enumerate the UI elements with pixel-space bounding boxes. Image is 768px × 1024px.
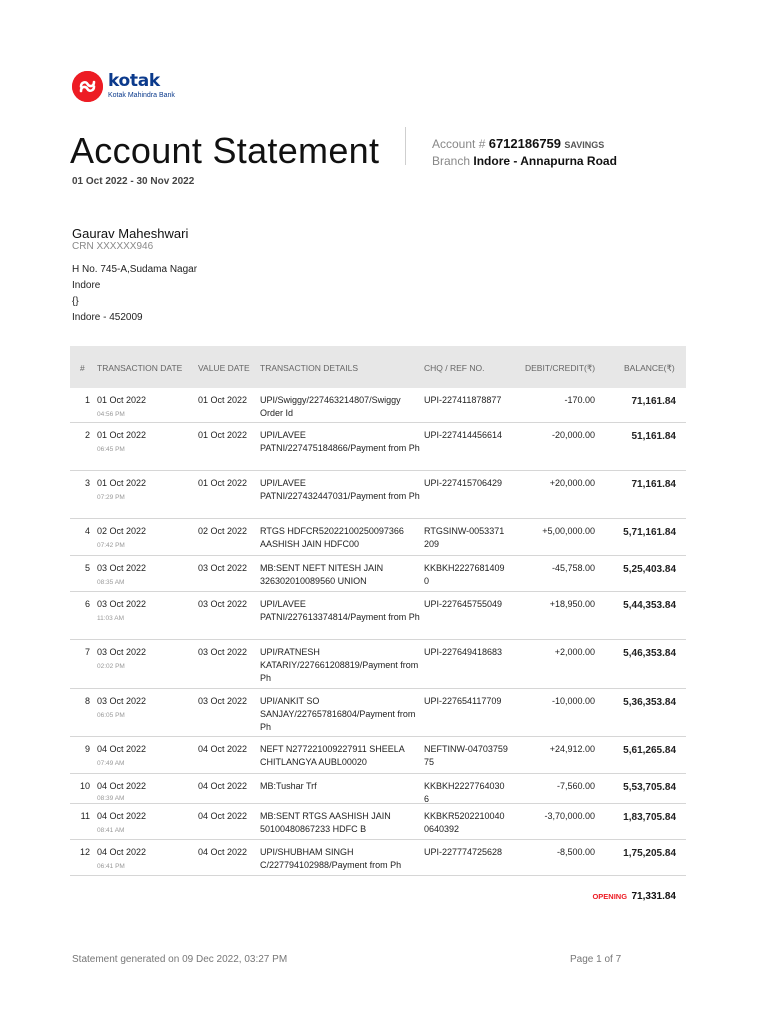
value-date: 03 Oct 2022: [198, 647, 248, 657]
address-line: Indore: [72, 280, 101, 291]
transaction-time: 06:41 PM: [97, 863, 125, 870]
value-date: 01 Oct 2022: [198, 430, 248, 440]
value-date: 04 Oct 2022: [198, 744, 248, 754]
account-number: 6712186759: [488, 136, 562, 151]
ref-number: KKBKR52022100400640392: [424, 811, 505, 834]
table-row: [70, 774, 686, 804]
account-type: SAVINGS: [564, 140, 605, 150]
row-index: 10: [79, 781, 90, 791]
opening-value: 71,331.84: [631, 891, 676, 902]
transaction-time: 07:42 PM: [97, 542, 125, 549]
account-info: [432, 136, 604, 151]
header-divider: [405, 127, 406, 165]
transaction-date: 03 Oct 2022: [97, 647, 147, 657]
value-date: 04 Oct 2022: [198, 847, 248, 857]
table-row: [70, 737, 686, 774]
balance: 71,161.84: [631, 479, 676, 490]
balance: 5,36,353.84: [623, 697, 676, 708]
page-indicator: Page 1 of 7: [570, 954, 622, 965]
debit-credit: -7,560.00: [556, 781, 595, 791]
row-index: 4: [84, 526, 90, 536]
ref-number: KKBKH22277640306: [424, 781, 505, 804]
debit-credit: +18,950.00: [549, 599, 595, 609]
table-row: [70, 388, 686, 423]
debit-credit: -45,758.00: [551, 563, 595, 573]
balance: 5,53,705.84: [623, 782, 676, 793]
transaction-date: 04 Oct 2022: [97, 744, 147, 754]
ref-number: UPI-227645755049: [424, 599, 503, 609]
row-index: 12: [79, 847, 90, 857]
transaction-details: UPI/Swiggy/227463214807/Swiggy Order Id: [260, 395, 401, 418]
col-transaction-date: TRANSACTION DATE: [97, 363, 183, 373]
customer-name: Gaurav Maheshwari: [72, 226, 189, 241]
balance: 5,25,403.84: [623, 564, 676, 575]
debit-credit: -3,70,000.00: [544, 811, 595, 821]
statement-generated: Statement generated on 09 Dec 2022, 03:27 PM: [72, 954, 288, 965]
ref-number: KKBKH22276814090: [424, 563, 505, 586]
balance: 71,161.84: [631, 396, 676, 407]
balance: 5,71,161.84: [623, 527, 676, 538]
transaction-time: 08:35 AM: [97, 579, 125, 586]
address-line: {}: [72, 296, 79, 307]
transaction-details: MB:Tushar Trf: [260, 781, 317, 791]
value-date: 01 Oct 2022: [198, 478, 248, 488]
transaction-details: MB:SENT NEFT NITESH JAIN 326302010089560 UNION: [260, 563, 384, 586]
row-index: 2: [84, 430, 90, 440]
transaction-details: NEFT N277221009227911 SHEELA CHITLANGYA AUBL00020: [260, 744, 405, 767]
table-row: [70, 471, 686, 519]
transaction-details: RTGS HDFCR52022100250097366 AASHISH JAIN HDFC00: [260, 526, 404, 549]
transaction-date: 04 Oct 2022: [97, 781, 147, 791]
ref-number: UPI-227414456614: [424, 430, 503, 440]
ref-number: UPI-227415706429: [424, 478, 503, 488]
col-ref-no: CHQ / REF NO.: [424, 363, 485, 373]
row-index: 7: [84, 647, 90, 657]
table-header: [70, 346, 686, 388]
ref-number: NEFTINW-0470375975: [424, 744, 508, 767]
debit-credit: -20,000.00: [551, 430, 595, 440]
transaction-date: 02 Oct 2022: [97, 526, 147, 536]
ref-number: UPI-227654117709: [424, 696, 502, 706]
col-debit-credit: DEBIT/CREDIT(₹): [525, 363, 596, 373]
value-date: 03 Oct 2022: [198, 599, 248, 609]
transaction-time: 02:02 PM: [97, 663, 125, 670]
col-transaction-details: TRANSACTION DETAILS: [260, 363, 359, 373]
row-index: 3: [84, 478, 90, 488]
bank-name: kotak: [108, 70, 160, 91]
col-index: #: [80, 363, 85, 373]
debit-credit: -8,500.00: [556, 847, 595, 857]
customer-address: [72, 262, 197, 326]
transaction-time: 11:03 AM: [97, 615, 124, 622]
branch-info: [432, 154, 617, 168]
address-line: H No. 745-A,Sudama Nagar: [72, 264, 198, 275]
bank-tagline: Kotak Mahindra Bank: [108, 91, 175, 99]
statement-period: 01 Oct 2022 - 30 Nov 2022: [72, 176, 195, 187]
row-index: 5: [84, 563, 90, 573]
transaction-date: 03 Oct 2022: [97, 563, 147, 573]
table-row: [70, 519, 686, 556]
table-row: [70, 640, 686, 689]
transaction-details: UPI/LAVEE PATNI/227432447031/Payment from Ph: [260, 478, 420, 501]
debit-credit: +24,912.00: [549, 744, 595, 754]
table-row: [70, 556, 686, 592]
value-date: 01 Oct 2022: [198, 395, 248, 405]
address-line: Indore - 452009: [72, 312, 143, 323]
balance: 51,161.84: [631, 431, 676, 442]
row-index: 11: [80, 811, 90, 821]
transaction-time: 04:56 PM: [97, 411, 125, 418]
col-value-date: VALUE DATE: [198, 363, 250, 373]
value-date: 03 Oct 2022: [198, 563, 248, 573]
ref-number: UPI-227649418683: [424, 647, 503, 657]
transaction-time: 07:29 PM: [97, 494, 125, 501]
opening-label: OPENING: [592, 892, 628, 901]
transaction-details: UPI/LAVEE PATNI/227475184866/Payment from Ph: [260, 430, 420, 453]
transaction-time: 08:41 AM: [97, 827, 125, 834]
transaction-date: 01 Oct 2022: [97, 430, 147, 440]
transaction-time: 06:05 PM: [97, 712, 125, 719]
kotak-logo-icon: [72, 71, 103, 102]
debit-credit: +2,000.00: [554, 647, 595, 657]
col-balance: BALANCE(₹): [624, 363, 675, 373]
ref-number: RTGSINW-0053371209: [424, 526, 505, 549]
transaction-date: 03 Oct 2022: [97, 599, 147, 609]
balance: 5,44,353.84: [623, 600, 676, 611]
table-row: [70, 592, 686, 640]
branch-name: Indore - Annapurna Road: [473, 154, 617, 168]
table-row: [70, 689, 686, 737]
transaction-details: UPI/LAVEE PATNI/227613374814/Payment from Ph: [260, 599, 420, 622]
transaction-date: 04 Oct 2022: [97, 811, 147, 821]
transaction-time: 08:39 AM: [97, 795, 125, 802]
transaction-details: UPI/RATNESH KATARIY/227661208819/Payment from Ph: [260, 647, 419, 683]
row-index: 1: [84, 395, 90, 405]
table-row: [70, 840, 686, 876]
balance: 5,61,265.84: [623, 745, 676, 756]
table-row: [70, 804, 686, 840]
row-index: 9: [84, 744, 90, 754]
transaction-details: MB:SENT RTGS AASHISH JAIN 50100480867233 HDFC B: [260, 811, 391, 834]
ref-number: UPI-227411878877: [424, 395, 502, 405]
opening-balance: [560, 886, 676, 904]
debit-credit: -170.00: [564, 395, 595, 405]
transaction-date: 03 Oct 2022: [97, 696, 147, 706]
balance: 1,83,705.84: [623, 812, 676, 823]
value-date: 03 Oct 2022: [198, 696, 248, 706]
branch-label: Branch: [432, 154, 471, 168]
customer-crn: CRN XXXXXX946: [72, 241, 154, 252]
balance: 5,46,353.84: [623, 648, 676, 659]
value-date: 04 Oct 2022: [198, 781, 248, 791]
transaction-time: 07:49 AM: [97, 760, 125, 767]
transaction-date: 01 Oct 2022: [97, 478, 147, 488]
row-index: 8: [84, 696, 90, 706]
transaction-date: 04 Oct 2022: [97, 847, 147, 857]
value-date: 04 Oct 2022: [198, 811, 248, 821]
value-date: 02 Oct 2022: [198, 526, 248, 536]
transaction-details: UPI/ANKIT SO SANJAY/227657816804/Payment from Ph: [260, 696, 416, 732]
transaction-time: 06:45 PM: [97, 446, 125, 453]
account-label: Account #: [432, 137, 486, 151]
transaction-date: 01 Oct 2022: [97, 395, 147, 405]
ref-number: UPI-227774725628: [424, 847, 503, 857]
debit-credit: +5,00,000.00: [542, 526, 595, 536]
transaction-details: UPI/SHUBHAM SINGH C/227794102988/Payment from Ph: [260, 847, 402, 870]
page-title: Account Statement: [70, 130, 380, 171]
debit-credit: -10,000.00: [551, 696, 595, 706]
debit-credit: +20,000.00: [549, 478, 595, 488]
kotak-logo: [72, 70, 175, 102]
row-index: 6: [84, 599, 90, 609]
balance: 1,75,205.84: [623, 848, 676, 859]
table-row: [70, 423, 686, 471]
